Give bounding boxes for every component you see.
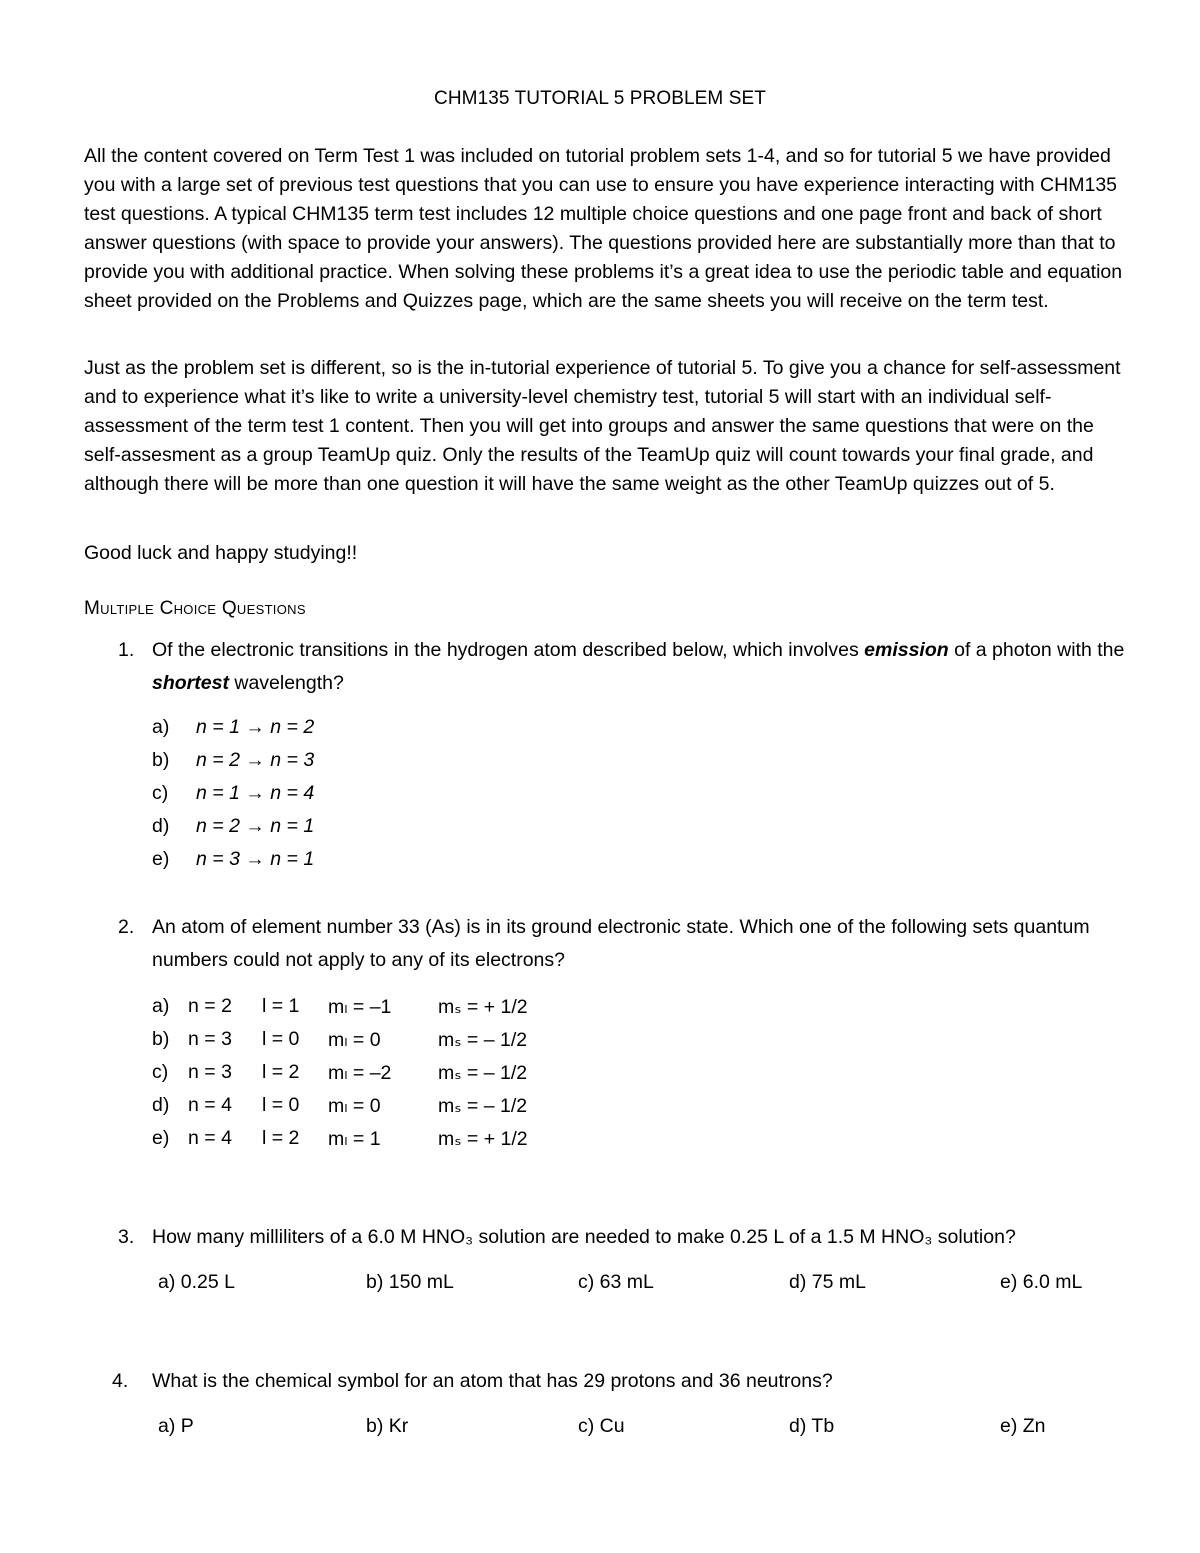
page-title: CHM135 TUTORIAL 5 PROBLEM SET xyxy=(434,88,766,109)
q4-option-d: d) Tb xyxy=(789,1415,835,1437)
document-page: CHM135 TUTORIAL 5 PROBLEM SET All the content covered on Term Test 1 was included on tutorial problem sets 1-4, and so for tutorial 5 we have provided you with a large set of previous test questions that you can use to ensure you have experience interacting with CHM135 test questions. A typical CHM135 term test includes 12 multiple choice questions and one page front and back of short answer questions (with space to provide your answers). The questions provided here are substantially more than that to provide you with additional practice. When solving these problems it’s a great idea to use the periodic table and equation sheet provided on the Problems and Quizzes page, which are the same sheets you will receive on the term test. Just as the problem set is different, so is the in-tutorial experience of tutorial 5. To give you a chance for self-assessment and to experience what it’s like to write a university-level chemistry test, tutorial 5 will start with an individual self-assessment of the term test 1 content. Then you will get into groups and answer the same questions that were on the self-assesment as a group TeamUp quiz. Only the results of the TeamUp quiz will count towards your final grade, and although there will be more than one question it will have the same weight as the other TeamUp quizzes out of 5. Good luck and happy studying!! Multiple Choice Questions 1. Of the electronic transitions in the hydrogen atom described below, which involves emission of a photon with the shortest wavelength? a) n = 1 → n = 2 b) n = 2 → n = 3 c) n = 1 → n = 4 d) n = 2 → n = 1 e) n = 3 → n = 1 2. An atom of element number 33 (As) is in its ground electronic state. Which one of the following sets quantum numbers could not apply to any of its electrons? a) n = 2 l = 1 mₗ = –1 mₛ = + 1/2 b) n = 3 l = 0 mₗ = 0 mₛ = – 1/2 c) n = 3 l = 2 mₗ = –2 mₛ = – 1/2 d) n = 4 l = 0 mₗ = 0 mₛ = – 1/2 e) n = 4 l = 2 mₗ = 1 mₛ = + 1/2 3. How many milliliters of a 6.0 M HNO₃ solution are needed to make 0.25 L of a 1.5 M HNO₃ solution? a) 0.25 L b) 150 mL c) 63 mL d) 75 mL e) 6.0 mL 4. What is the chemical symbol for an atom that has 29 protons and 36 neutrons? a) P b) Kr c) Cu d) Tb e) Zn xyxy=(0,0,1200,1553)
question-text: An atom of element number 33 (As) is in its ground electronic state. Which one of the following sets quantum numbers could not apply to any of its electrons? xyxy=(152,916,1090,971)
q3-option-e: e) 6.0 mL xyxy=(1000,1271,1083,1293)
question-text: Of the electronic transitions in the hydrogen atom described below, which involves emission of a photon with the shortest wavelength? xyxy=(152,639,1125,694)
question-number: 2. xyxy=(118,916,135,938)
q4-option-b: b) Kr xyxy=(366,1415,409,1437)
q3-option-c: c) 63 mL xyxy=(578,1271,654,1293)
q3-option-a: a) 0.25 L xyxy=(158,1271,235,1293)
closing-paragraph: Good luck and happy studying!! xyxy=(84,542,358,564)
question-number: 3. xyxy=(118,1226,135,1248)
tutorial-paragraph: Just as the problem set is different, so is the in-tutorial experience of tutorial 5. To give you a chance for self-assessment and to experience what it’s like to write a university-level chemistry test, tutorial 5 will start with an individual self-assessment of the term test 1 content. Then you will get into groups and answer the same questions that were on the self-assesment as a group TeamUp quiz. Only the results of the TeamUp quiz will count towards your final grade, and although there will be more than one question it will have the same weight as the other TeamUp quizzes out of 5. xyxy=(84,357,1121,495)
intro-paragraph: All the content covered on Term Test 1 was included on tutorial problem sets 1-4, and so for tutorial 5 we have provided you with a large set of previous test questions that you can use to ensure you have experience interacting with CHM135 test questions. A typical CHM135 term test includes 12 multiple choice questions and one page front and back of short answer questions (with space to provide your answers). The questions provided here are substantially more than that to provide you with additional practice. When solving these problems it’s a great idea to use the periodic table and equation sheet provided on the Problems and Quizzes page, which are the same sheets you will receive on the term test. xyxy=(84,145,1123,312)
section-heading: Multiple Choice Questions xyxy=(84,598,306,619)
q4-option-a: a) P xyxy=(158,1415,194,1437)
q4-option-c: c) Cu xyxy=(578,1415,625,1437)
question-number: 4. xyxy=(112,1370,129,1392)
question-text: How many milliliters of a 6.0 M HNO₃ solution are needed to make 0.25 L of a 1.5 M HNO₃ solution? xyxy=(152,1226,1016,1248)
q3-option-d: d) 75 mL xyxy=(789,1271,866,1293)
question-text: What is the chemical symbol for an atom that has 29 protons and 36 neutrons? xyxy=(152,1370,833,1392)
q4-option-e: e) Zn xyxy=(1000,1415,1046,1437)
q3-option-b: b) 150 mL xyxy=(366,1271,454,1293)
question-number: 1. xyxy=(118,639,135,661)
